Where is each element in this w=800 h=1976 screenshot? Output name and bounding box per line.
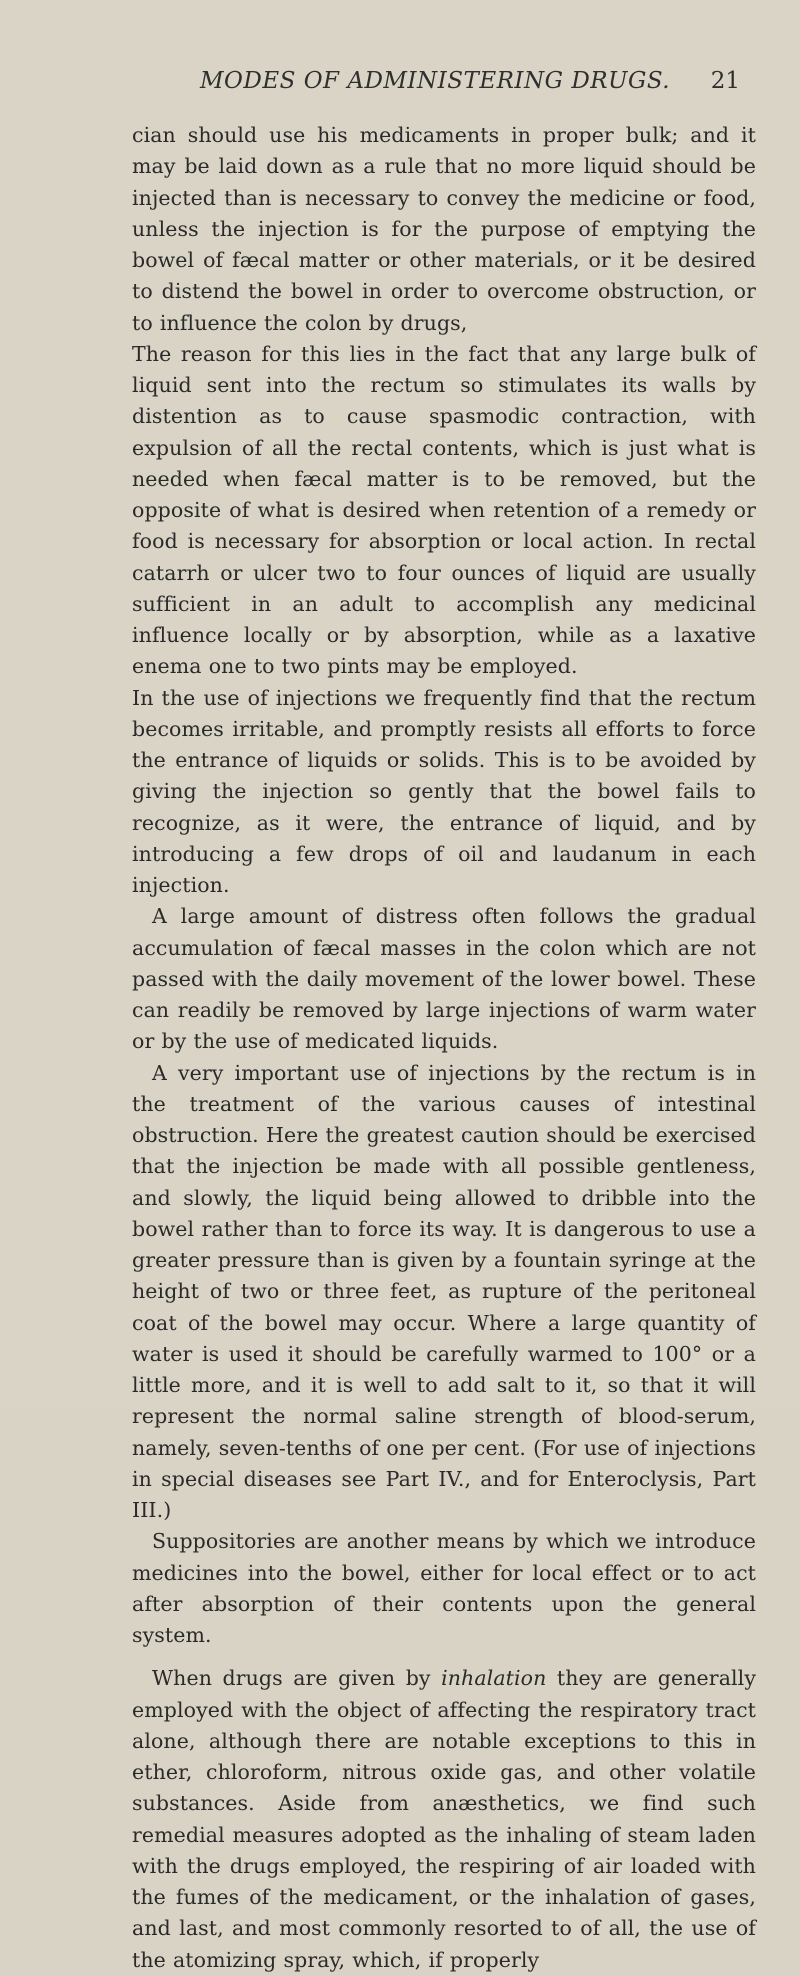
page-header bbox=[120, 62, 740, 102]
body-text bbox=[132, 120, 756, 1976]
paragraph-suppositories: Suppositories are another means by which we introduce medicines into the bowel, either for local effect or to act after absorption of their contents upon the general system. bbox=[132, 1529, 756, 1647]
running-title: MODES OF ADMINISTERING DRUGS. bbox=[200, 68, 671, 94]
paragraph-irritable-rectum: In the use of injections we frequently find that the rectum becomes irritable, and promptly resists all efforts to force the entrance of liquids or solids. This is to be avoided by giving the injection so gently that the bowel fails to recognize, as it were, the entrance of liquid, and by introducing a few drops of oil and laudanum in each injection. bbox=[132, 685, 756, 897]
paragraph-inhalation bbox=[132, 1663, 756, 1976]
inhalation-text-after: they are generally employed with the object of affecting the respiratory tract alone, although there are notable exceptions to this in ether, chloroform, nitrous oxide gas, and other volatile substances. Aside from anæsthetics, we find such remedial measures adopted as the inhaling of steam laden with the drugs employed, the respiring of air loaded with the fumes of the medicament, or the inhalation of gases, and last, and most commonly resorted to of all, the use of the atomizing spray, which, if properly bbox=[132, 1666, 757, 1972]
page-number: 21 bbox=[710, 68, 740, 94]
paragraph-obstruction: A very important use of injections by the rectum is in the treatment of the various causes of intestinal obstruction. Here the greatest caution should be exercised that the injection be made with all possible gentleness, and slowly, the liquid being allowed to dribble into the bowel rather than to force its way. It is dangerous to use a greater pressure than is given by a fountain syringe at the height of two or three feet, as rupture of the peritoneal coat of the bowel may occur. Where a large quantity of water is used it should be carefully warmed to 100° or a little more, and it is well to add salt to it, so that it will represent the normal saline strength of blood-serum, namely, seven-tenths of one per cent. (For use of injections in special diseases see Part IV., and for Enteroclysis, Part III.) bbox=[132, 1060, 756, 1522]
paragraph-reason: The reason for this lies in the fact that any large bulk of liquid sent into the rectum so stimulates its walls by distention as to cause spasmodic contraction, with expulsion of all the rectal contents, which is just what is needed when fæcal matter is to be removed, but the opposite of what is desired when retention of a remedy or food is necessary for absorption or local action. In rectal catarrh or ulcer two to four ounces of liquid are usually sufficient in an adult to accomplish any medicinal influence locally or by absorption, while as a laxative enema one to two pints may be employed. bbox=[132, 341, 756, 679]
inhalation-emphasis: inhalation bbox=[441, 1666, 547, 1691]
paragraph-faecal-masses: A large amount of distress often follows the gradual accumulation of fæcal masses in the colon which are not passed with the daily movement of the lower bowel. These can readily be removed by large injections of warm water or by the use of medicated liquids. bbox=[132, 904, 756, 1054]
inhalation-text-before: When drugs are given by bbox=[152, 1666, 442, 1691]
paragraph-continuation: cian should use his medicaments in proper bulk; and it may be laid down as a rule that no more liquid should be injected than is necessary to convey the medicine or food, unless the injection is for the purpose of emptying the bowel of fæcal matter or other materials, or it be desired to distend the bowel in order to overcome obstruction, or to influence the colon by drugs, bbox=[132, 123, 756, 335]
